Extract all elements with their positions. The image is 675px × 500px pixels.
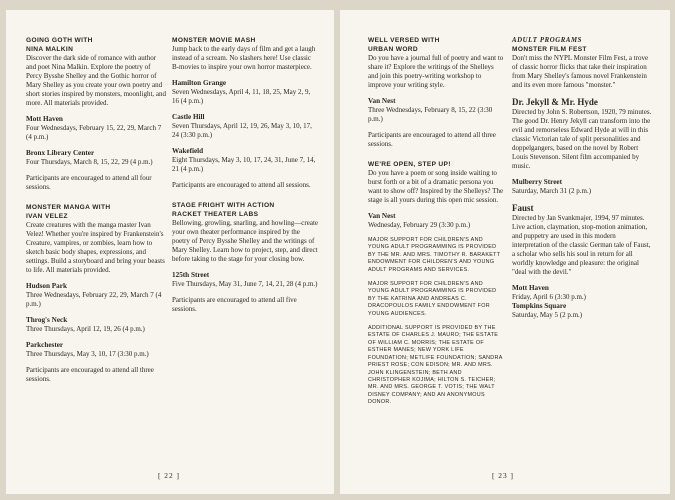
spacer bbox=[26, 167, 166, 174]
section-heading: RACKET THEATER LABS bbox=[172, 211, 259, 218]
body-text: Directed by John S. Robertson, 1920, 79 minutes. The good Dr. Henry Jekyll can transform into the evil and remorseless Edward Hyde at will in this classic Victorian tale of split personalities and doppelgangers, based on the novel by Robert Louis Stevenson. Silent film accompanied by music. bbox=[512, 108, 652, 170]
body-text: Discover the dark side of romance with author and poet Nina Malkin. Explore the poetry of Percy Bysshe Shelley and the Gothic horror of Mary Shelley as you create your own poetry and short stories inspired by monsters, moonlight, and more. All materials provided. bbox=[26, 54, 166, 107]
spacer bbox=[26, 108, 166, 115]
body-text: Participants are encouraged to attend all three sessions. bbox=[368, 131, 496, 148]
body-text: Participants are encouraged to attend all three sessions. bbox=[26, 366, 154, 383]
branch-name: Van Nest bbox=[368, 97, 396, 105]
section-heading: MONSTER MANGA WITH bbox=[26, 204, 111, 211]
body-text: Three Wednesdays, February 8, 15, 22 (3:30 p.m.) bbox=[368, 106, 493, 123]
body-text: Bellowing, growling, snarling, and howling—create your own theater performance inspired by the poetry of Percy Bysshe Shelley and the writings of Mary Shelley. Learn how to project, step, and direct before taking to the stage for your closing bow. bbox=[172, 219, 318, 263]
body-text: Three Wednesdays, February 22, 29, March 7 (4 p.m.) bbox=[26, 291, 162, 308]
spacer bbox=[368, 149, 504, 160]
branch-name: Tompkins Square bbox=[512, 302, 567, 310]
spacer bbox=[26, 192, 166, 203]
spacer bbox=[368, 230, 504, 237]
body-text: Wednesday, February 29 (3:30 p.m.) bbox=[368, 221, 471, 229]
right-column-1 bbox=[368, 36, 504, 407]
spacer bbox=[368, 205, 504, 212]
body-text: Participants are encouraged to attend all sessions. bbox=[172, 181, 311, 189]
branch-name: Mott Haven bbox=[26, 115, 63, 123]
section-heading: MONSTER MOVIE MASH bbox=[172, 37, 256, 44]
spacer bbox=[368, 274, 504, 281]
body-text: Seven Thursdays, April 12, 19, 26, May 3, 10, 17, 24 (3:30 p.m.) bbox=[172, 122, 312, 139]
right-page bbox=[340, 10, 670, 494]
body-text: Create creatures with the manga master Ivan Velez! Whether you're inspired by Frankenstein's Creature, vampires, or zombies, learn how to sketch basic body shapes, expressions, and settings. Build a storyboard and bring your beasts to life. All materials provided. bbox=[26, 221, 165, 274]
spacer bbox=[512, 90, 652, 97]
section-heading: IVAN VELEZ bbox=[26, 213, 68, 220]
spacer bbox=[172, 289, 318, 296]
spacer bbox=[512, 196, 652, 203]
section-heading: MONSTER FILM FEST bbox=[512, 46, 587, 53]
branch-name: Parkchester bbox=[26, 341, 64, 349]
body-text: Friday, April 6 (3:30 p.m.) bbox=[512, 293, 587, 301]
branch-name: Bronx Library Center bbox=[26, 149, 95, 157]
spacer bbox=[512, 277, 652, 284]
body-text: Saturday, March 31 (2 p.m.) bbox=[512, 187, 592, 195]
branch-name: Throg's Neck bbox=[26, 316, 68, 324]
body-text: Saturday, May 5 (2 p.m.) bbox=[512, 311, 583, 319]
branch-name: Castle Hill bbox=[172, 113, 205, 121]
body-text: Seven Wednesdays, April 4, 11, 18, 25, May 2, 9, 16 (4 p.m.) bbox=[172, 88, 311, 105]
body-text: Do you have a journal full of poetry and want to share it? Explore the writings of the Shelleys and join this poetry-writing workshop to improve your writing style. bbox=[368, 54, 504, 89]
spacer bbox=[172, 106, 318, 113]
page-number: [ 23 ] bbox=[492, 471, 515, 480]
body-text: Do you have a poem or song inside waiting to burst forth or a bit of a dramatic persona you want to show off? Inspired by the Shelleys? The stage is all yours during this open mic session. bbox=[368, 169, 504, 204]
section-heading: WE'RE OPEN, STEP UP! bbox=[368, 161, 451, 168]
sponsor-note: ADDITIONAL SUPPORT IS PROVIDED BY THE ESTATE OF CHARLES J. MAURO; THE ESTATE OF WILLIAM C. MORRIS; THE ESTATE OF ESTHER MANES; NEW YORK LIFE FOUNDATION; METLIFE FOUNDATION; SANDRA PRIEST ROSE; CON EDISON; MR. AND MRS. JOHN KLINGENSTEIN; BETH AND CHRISTOPHER KOJIMA; HILTON S. TEICHER; MR. AND MRS. GEORGE T. VOTIS; THE WALT DISNEY COMPANY; AND AN ANONYMOUS DONOR. bbox=[368, 325, 503, 406]
left-column-1 bbox=[26, 36, 166, 384]
branch-name: 125th Street bbox=[172, 271, 210, 279]
spacer bbox=[172, 264, 318, 271]
spacer bbox=[26, 309, 166, 316]
body-text: Jump back to the early days of film and get a laugh instead of a scream. No slashers here! Use classic B-movies to inspire your own horror masterpiece. bbox=[172, 45, 316, 71]
spacer bbox=[26, 275, 166, 282]
section-heading: NINA MALKIN bbox=[26, 46, 74, 53]
spacer bbox=[26, 334, 166, 341]
spacer bbox=[512, 171, 652, 178]
left-column-2 bbox=[172, 36, 318, 314]
spacer bbox=[368, 90, 504, 97]
section-heading: STAGE FRIGHT WITH ACTION bbox=[172, 202, 275, 209]
page-number: [ 22 ] bbox=[158, 471, 181, 480]
spacer bbox=[172, 72, 318, 79]
branch-name: Hamilton Grange bbox=[172, 79, 227, 87]
left-page bbox=[6, 10, 334, 494]
branch-name: Mulberry Street bbox=[512, 178, 562, 186]
section-heading: URBAN WORD bbox=[368, 46, 419, 53]
spacer bbox=[368, 124, 504, 131]
body-text: Participants are encouraged to attend all five sessions. bbox=[172, 296, 297, 313]
body-text: Don't miss the NYPL Monster Film Fest, a trove of classic horror flicks that take their inspiration from Mary Shelley's famous novel Frankenstein and its even more famous "monster." bbox=[512, 54, 649, 89]
branch-name: Hudson Park bbox=[26, 282, 67, 290]
spacer bbox=[172, 140, 318, 147]
body-text: Four Wednesdays, February 15, 22, 29, March 7 (4 p.m.) bbox=[26, 124, 162, 141]
section-heading: WELL VERSED WITH bbox=[368, 37, 440, 44]
body-text: Eight Thursdays, May 3, 10, 17, 24, 31, June 7, 14, 21 (4 p.m.) bbox=[172, 156, 316, 173]
spacer bbox=[172, 190, 318, 201]
body-text: Three Thursdays, April 12, 19, 26 (4 p.m.) bbox=[26, 325, 145, 333]
spacer bbox=[368, 318, 504, 325]
film-title: Faust bbox=[512, 203, 534, 213]
right-column-2 bbox=[512, 36, 652, 320]
spacer bbox=[26, 359, 166, 366]
body-text: Participants are encouraged to attend all four sessions. bbox=[26, 174, 152, 191]
branch-name: Mott Haven bbox=[512, 284, 549, 292]
branch-name: Van Nest bbox=[368, 212, 396, 220]
branch-name: Wakefield bbox=[172, 147, 204, 155]
body-text: Five Thursdays, May 31, June 7, 14, 21, 28 (4 p.m.) bbox=[172, 280, 318, 288]
film-title: Dr. Jekyll & Mr. Hyde bbox=[512, 97, 598, 107]
body-text: Four Thursdays, March 8, 15, 22, 29 (4 p.m.) bbox=[26, 158, 153, 166]
body-text: Three Thursdays, May 3, 10, 17 (3:30 p.m.) bbox=[26, 350, 149, 358]
sponsor-note: MAJOR SUPPORT FOR CHILDREN'S AND YOUNG ADULT PROGRAMMING IS PROVIDED BY THE MR. AND MRS. TIMOTHY R. BARAKETT ENDOWMENT FOR CHILDREN'S AND YOUNG ADULT PROGRAMS AND SERVICES. bbox=[368, 237, 501, 273]
section-heading: ADULT PROGRAMS bbox=[512, 37, 583, 44]
spacer bbox=[26, 142, 166, 149]
section-heading: GOING GOTH WITH bbox=[26, 37, 93, 44]
sponsor-note: MAJOR SUPPORT FOR CHILDREN'S AND YOUNG ADULT PROGRAMMING IS PROVIDED BY THE KATRINA AND ANDREAS C. DRACOPOULOS FAMILY ENDOWMENT FOR YOUNG AUDIENCES. bbox=[368, 281, 497, 317]
body-text: Directed by Jan Svankmajer, 1994, 97 minutes. Live action, claymation, stop-motion animation, and puppetry are used in this modern interpretation of the classic German tale of Faust, a scholar who sells his soul in return for all worldly knowledge and pleasure: the original "deal with the devil." bbox=[512, 214, 651, 276]
spacer bbox=[172, 174, 318, 181]
